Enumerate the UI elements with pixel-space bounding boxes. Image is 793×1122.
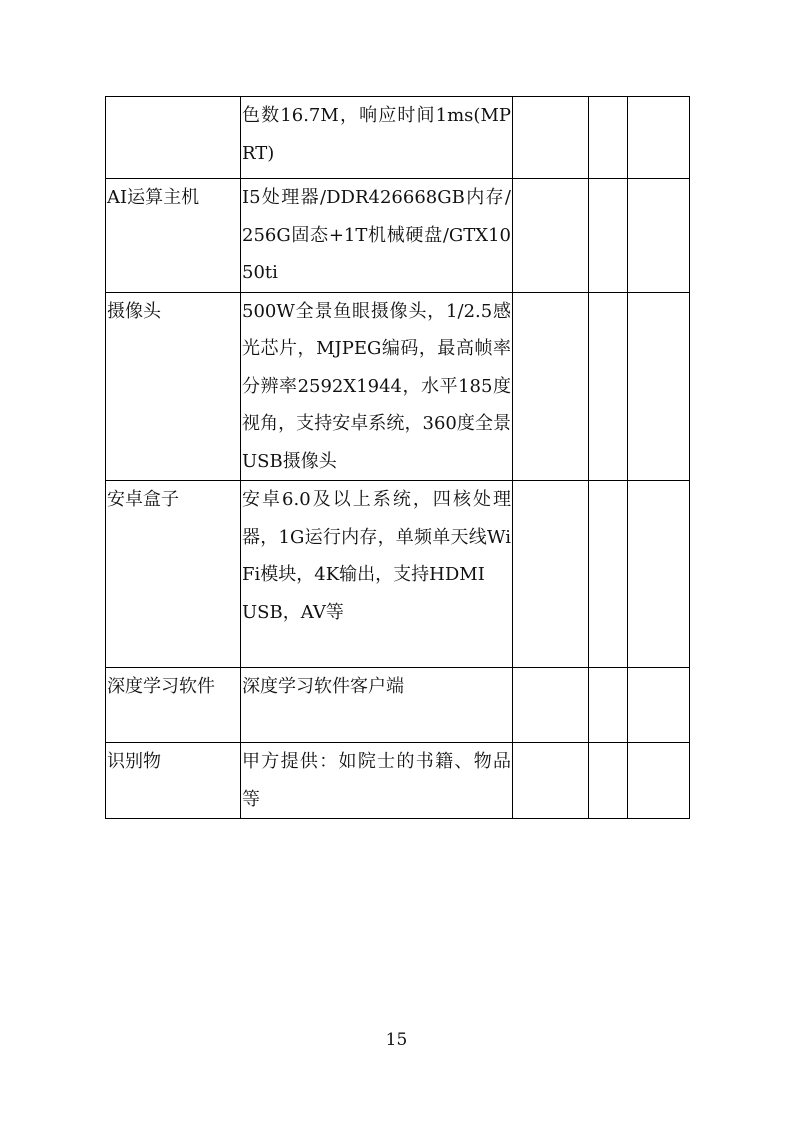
- empty-cell: [628, 743, 690, 819]
- item-spec-cell: 500W全景鱼眼摄像头，1/2.5感光芯片，MJPEG编码，最高帧率分辨率2592X1944，水平185度视角，支持安卓系统，360度全景USB摄像头: [241, 292, 513, 481]
- item-spec-cell: 色数16.7M，响应时间1ms(MPRT): [241, 97, 513, 179]
- empty-cell: [513, 668, 589, 743]
- item-spec-cell: I5处理器/DDR426668GB内存/256G固态+1T机械硬盘/GTX1050ti: [241, 179, 513, 293]
- empty-cell: [589, 481, 628, 668]
- item-name-cell: 识别物: [106, 743, 241, 819]
- empty-cell: [513, 481, 589, 668]
- table-row: [106, 481, 690, 668]
- item-spec-cell: 甲方提供：如院士的书籍、物品等: [241, 743, 513, 819]
- item-spec-cell: 深度学习软件客户端: [241, 668, 513, 743]
- empty-cell: [628, 668, 690, 743]
- empty-cell: [513, 292, 589, 481]
- table-row: [106, 179, 690, 293]
- empty-cell: [628, 292, 690, 481]
- item-name-cell: 深度学习软件: [106, 668, 241, 743]
- spec-table: [105, 96, 690, 819]
- item-name-cell: 摄像头: [106, 292, 241, 481]
- item-name-cell: [106, 97, 241, 179]
- table-row: [106, 97, 690, 179]
- empty-cell: [589, 292, 628, 481]
- empty-cell: [589, 668, 628, 743]
- empty-cell: [513, 179, 589, 293]
- empty-cell: [628, 481, 690, 668]
- table-row: [106, 292, 690, 481]
- empty-cell: [513, 97, 589, 179]
- empty-cell: [589, 179, 628, 293]
- item-name-cell: 安卓盒子: [106, 481, 241, 668]
- table-row: [106, 668, 690, 743]
- item-spec-cell: 安卓6.0及以上系统，四核处理器，1G运行内存，单频单天线WiFi模块，4K输出，支持HDMI USB，AV等: [241, 481, 513, 668]
- item-name-cell: AI运算主机: [106, 179, 241, 293]
- empty-cell: [589, 97, 628, 179]
- table-row: [106, 743, 690, 819]
- empty-cell: [628, 97, 690, 179]
- page-number: 15: [385, 1030, 408, 1050]
- empty-cell: [513, 743, 589, 819]
- empty-cell: [628, 179, 690, 293]
- empty-cell: [589, 743, 628, 819]
